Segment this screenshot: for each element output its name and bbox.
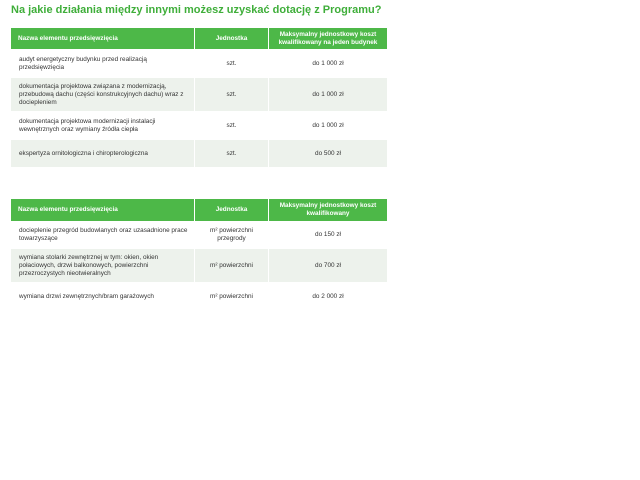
column-header-name: Nazwa elementu przedsięwzięcia: [11, 199, 194, 221]
table-row: [11, 140, 387, 167]
column-header-max-cost: Maksymalny jednostkowy koszt kwalifikowany: [269, 199, 387, 221]
cell-name: ekspertyza ornitologiczna i chiropterologiczna: [11, 140, 194, 167]
cell-unit: szt.: [226, 121, 237, 129]
table-row: [11, 50, 387, 77]
cell-unit: szt.: [226, 59, 237, 67]
column-header-unit: Jednostka: [195, 199, 268, 221]
cell-unit: m² powierzchni: [210, 293, 253, 300]
table-row: [11, 222, 387, 248]
cell-name: audyt energetyczny budynku przed realizacją przedsięwzięcia: [19, 55, 147, 71]
cell-name: wymiana drzwi zewnętrznych/bram garażowych: [19, 293, 154, 300]
cell-max-cost: do 1 000 zł: [312, 121, 344, 129]
cell-name: docieplenie przegród budowlanych oraz uzasadnione prace towarzyszące: [19, 227, 188, 242]
cell-max-cost: do 150 zł: [315, 231, 341, 238]
cell-max-cost: do 1 000 zł: [269, 78, 387, 111]
table-row: [11, 112, 387, 139]
table-row: [11, 78, 387, 111]
table-header-row: [11, 199, 387, 221]
cell-max-cost: do 700 zł: [269, 249, 387, 282]
column-header-name: Nazwa elementu przedsięwzięcia: [11, 28, 194, 49]
cost-table-documentation: [10, 27, 388, 168]
table-row: [11, 283, 387, 311]
table-header-row: [11, 28, 387, 49]
page-title: Na jakie działania między innymi możesz uzyskać dotację z Programu?: [11, 4, 382, 16]
cell-max-cost: do 500 zł: [269, 140, 387, 167]
column-header-max-cost: Maksymalny jednostkowy koszt kwalifikowany na jeden budynek: [269, 28, 387, 49]
cell-unit: m² powierzchni: [195, 249, 268, 282]
cell-unit: m² powierzchni przegrody: [210, 227, 253, 242]
cost-table-works: [10, 198, 388, 312]
cell-unit: szt.: [195, 140, 268, 167]
cell-unit: szt.: [195, 78, 268, 111]
cell-name: dokumentacja projektowa związana z modernizacją, przebudową dachu (części konstrukcyjnych dachu) wraz z dociepleniem: [11, 78, 194, 111]
column-header-unit: Jednostka: [195, 28, 268, 49]
cell-max-cost: do 2 000 zł: [312, 293, 344, 300]
cell-max-cost: do 1 000 zł: [312, 59, 344, 67]
table-row: [11, 249, 387, 282]
cell-name: wymiana stolarki zewnętrznej w tym: okien, okien połaciowych, drzwi balkonowych, powierzchni przezroczystych nieotwieralnych: [11, 249, 194, 282]
cell-name: dokumentacja projektowa modernizacji instalacji wewnętrznych oraz wymiany źródła ciepła: [19, 117, 156, 133]
